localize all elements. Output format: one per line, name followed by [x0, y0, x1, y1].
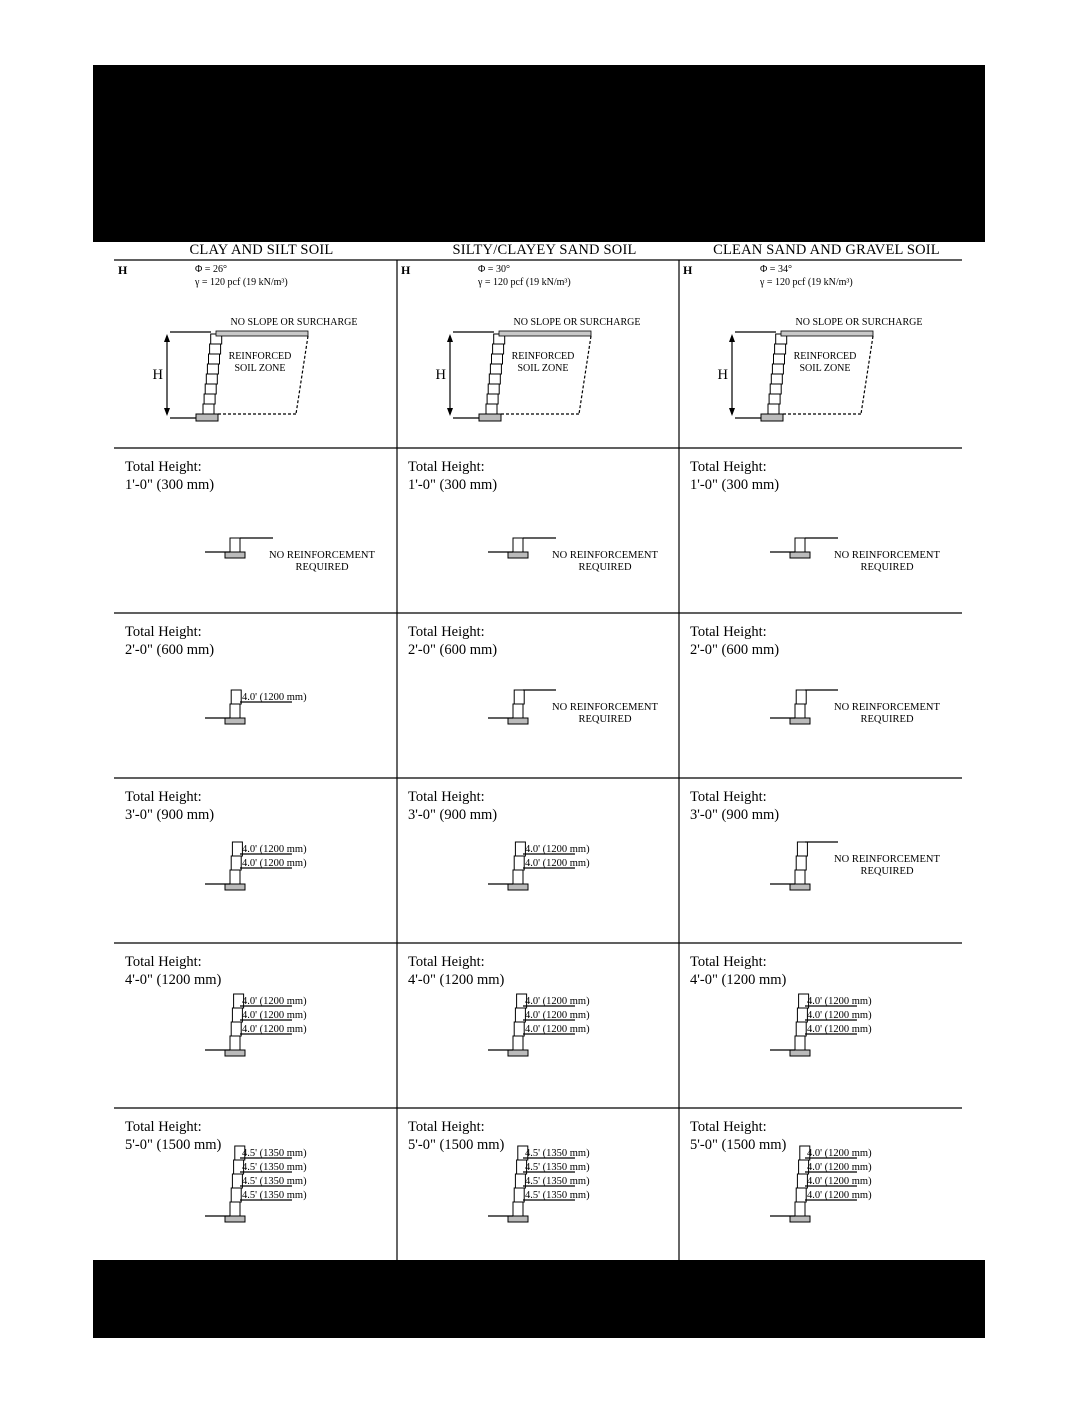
total-height-label: Total Height:: [125, 459, 202, 475]
total-height-value: 3'-0" (900 mm): [125, 807, 215, 823]
geogrid-length: 4.0' (1200 mm): [525, 858, 590, 869]
friction-angle: Φ = 30°: [478, 264, 510, 275]
no-reinforcement-note: REQUIRED: [578, 562, 632, 573]
friction-angle: Φ = 26°: [195, 264, 227, 275]
total-height-label: Total Height:: [125, 1119, 202, 1135]
total-height-label: Total Height:: [408, 954, 485, 970]
column-header: SILTY/CLAYEY SAND SOIL: [452, 242, 637, 258]
zone-boundary: [296, 336, 308, 414]
wall-block: [796, 1022, 806, 1036]
wall-block: [487, 394, 498, 404]
geogrid-length: 4.0' (1200 mm): [807, 1176, 872, 1187]
zone-label: REINFORCED: [511, 351, 575, 362]
corner-label: H: [401, 263, 411, 277]
wall-block: [204, 394, 215, 404]
dim-label: H: [435, 367, 446, 383]
wall-block: [490, 364, 501, 374]
geogrid-length: 4.0' (1200 mm): [525, 1024, 590, 1035]
arrow-head: [164, 408, 170, 416]
wall-footing: [508, 1050, 528, 1056]
wall-block: [795, 538, 805, 552]
geogrid-length: 4.0' (1200 mm): [525, 844, 590, 855]
wall-footing: [508, 1216, 528, 1222]
zone-boundary: [579, 336, 591, 414]
no-reinforcement-note: NO REINFORCEMENT: [552, 550, 658, 561]
wall-block: [796, 690, 806, 704]
geogrid-length: 4.0' (1200 mm): [807, 1010, 872, 1021]
column-header: CLEAN SAND AND GRAVEL SOIL: [713, 242, 940, 258]
geogrid-length: 4.0' (1200 mm): [242, 844, 307, 855]
total-height-label: Total Height:: [408, 789, 485, 805]
geogrid-length: 4.5' (1350 mm): [242, 1148, 307, 1159]
slope-note: NO SLOPE OR SURCHARGE: [230, 317, 358, 328]
total-height-value: 2'-0" (600 mm): [408, 642, 498, 658]
wall-block: [231, 856, 241, 870]
slope-note: NO SLOPE OR SURCHARGE: [795, 317, 923, 328]
total-height-value: 1'-0" (300 mm): [690, 477, 780, 493]
wall-block: [230, 1036, 240, 1050]
wall-footing: [508, 552, 528, 558]
wall-block: [231, 690, 241, 704]
geogrid-length: 4.0' (1200 mm): [242, 996, 307, 1007]
slope-note: NO SLOPE OR SURCHARGE: [513, 317, 641, 328]
wall-block: [514, 1188, 524, 1202]
wall-block: [769, 394, 780, 404]
wall-block: [230, 870, 240, 884]
zone-boundary: [861, 336, 873, 414]
wall-block: [230, 704, 240, 718]
wall-block: [206, 374, 217, 384]
wall-footing: [508, 718, 528, 724]
wall-footing: [508, 884, 528, 890]
total-height-value: 3'-0" (900 mm): [690, 807, 780, 823]
geogrid-length: 4.5' (1350 mm): [525, 1148, 590, 1159]
total-height-value: 2'-0" (600 mm): [125, 642, 215, 658]
backfill-surface: [216, 331, 308, 336]
wall-block: [795, 704, 805, 718]
total-height-label: Total Height:: [125, 789, 202, 805]
geogrid-length: 4.0' (1200 mm): [807, 996, 872, 1007]
wall-footing: [790, 884, 810, 890]
wall-block: [489, 374, 500, 384]
no-reinforcement-note: NO REINFORCEMENT: [834, 550, 940, 561]
zone-label: SOIL ZONE: [799, 363, 851, 374]
total-height-value: 5'-0" (1500 mm): [408, 1137, 505, 1153]
arrow-head: [729, 334, 735, 342]
unit-weight: γ = 120 pcf (19 kN/m³): [478, 277, 571, 288]
wall-footing: [790, 1216, 810, 1222]
geogrid-length: 4.0' (1200 mm): [242, 692, 307, 703]
wall-block: [797, 842, 807, 856]
geogrid-length: 4.5' (1350 mm): [525, 1190, 590, 1201]
wall-block: [230, 1202, 240, 1216]
total-height-label: Total Height:: [125, 954, 202, 970]
zone-label: REINFORCED: [228, 351, 292, 362]
wall-block: [207, 364, 218, 374]
wall-block: [513, 1202, 523, 1216]
dim-label: H: [717, 367, 728, 383]
wall-block: [231, 1188, 241, 1202]
wall-block: [514, 856, 524, 870]
geogrid-length: 4.0' (1200 mm): [807, 1024, 872, 1035]
corner-label: H: [118, 263, 128, 277]
total-height-value: 3'-0" (900 mm): [408, 807, 498, 823]
wall-block: [205, 384, 216, 394]
wall-block: [513, 538, 523, 552]
zone-label: SOIL ZONE: [234, 363, 286, 374]
backfill-surface: [499, 331, 591, 336]
wall-block: [486, 404, 497, 414]
geogrid-length: 4.0' (1200 mm): [525, 996, 590, 1007]
friction-angle: Φ = 34°: [760, 264, 792, 275]
total-height-value: 4'-0" (1200 mm): [408, 972, 505, 988]
wall-block: [230, 538, 240, 552]
wall-block: [203, 404, 214, 414]
total-height-label: Total Height:: [408, 624, 485, 640]
wall-block: [795, 1036, 805, 1050]
wall-block: [775, 344, 786, 354]
zone-label: SOIL ZONE: [517, 363, 569, 374]
geogrid-length: 4.5' (1350 mm): [242, 1190, 307, 1201]
wall-footing: [225, 552, 245, 558]
total-height-value: 1'-0" (300 mm): [125, 477, 215, 493]
wall-footing: [790, 552, 810, 558]
wall-block: [209, 354, 220, 364]
arrow-head: [447, 408, 453, 416]
geogrid-length: 4.5' (1350 mm): [242, 1176, 307, 1187]
wall-footing: [761, 414, 783, 421]
unit-weight: γ = 120 pcf (19 kN/m³): [760, 277, 853, 288]
geogrid-length: 4.5' (1350 mm): [242, 1162, 307, 1173]
wall-footing: [225, 884, 245, 890]
wall-block: [210, 344, 221, 354]
wall-block: [772, 364, 783, 374]
total-height-value: 5'-0" (1500 mm): [690, 1137, 787, 1153]
wall-footing: [790, 718, 810, 724]
geogrid-length: 4.5' (1350 mm): [525, 1176, 590, 1187]
wall-block: [492, 354, 503, 364]
total-height-value: 1'-0" (300 mm): [408, 477, 498, 493]
total-height-label: Total Height:: [408, 1119, 485, 1135]
wall-block: [771, 374, 782, 384]
wall-block: [795, 1202, 805, 1216]
arrow-head: [447, 334, 453, 342]
no-reinforcement-note: REQUIRED: [860, 866, 914, 877]
total-height-label: Total Height:: [408, 459, 485, 475]
wall-block: [513, 870, 523, 884]
wall-footing: [225, 1216, 245, 1222]
wall-block: [514, 690, 524, 704]
geogrid-length: 4.0' (1200 mm): [242, 1010, 307, 1021]
wall-block: [795, 870, 805, 884]
wall-block: [513, 1036, 523, 1050]
no-reinforcement-note: NO REINFORCEMENT: [834, 854, 940, 865]
wall-footing: [790, 1050, 810, 1056]
no-reinforcement-note: REQUIRED: [860, 714, 914, 725]
no-reinforcement-note: NO REINFORCEMENT: [552, 702, 658, 713]
geogrid-length: 4.0' (1200 mm): [242, 858, 307, 869]
wall-block: [488, 384, 499, 394]
footer-bar: [93, 1260, 985, 1338]
no-reinforcement-note: NO REINFORCEMENT: [269, 550, 375, 561]
total-height-value: 4'-0" (1200 mm): [690, 972, 787, 988]
wall-block: [231, 1022, 241, 1036]
total-height-label: Total Height:: [690, 1119, 767, 1135]
wall-block: [770, 384, 781, 394]
wall-block: [796, 856, 806, 870]
wall-footing: [225, 718, 245, 724]
no-reinforcement-note: REQUIRED: [295, 562, 349, 573]
column-header: CLAY AND SILT SOIL: [189, 242, 334, 258]
no-reinforcement-note: REQUIRED: [578, 714, 632, 725]
wall-block: [513, 704, 523, 718]
geogrid-length: 4.0' (1200 mm): [525, 1010, 590, 1021]
wall-block: [493, 344, 504, 354]
no-reinforcement-note: NO REINFORCEMENT: [834, 702, 940, 713]
total-height-label: Total Height:: [690, 789, 767, 805]
backfill-surface: [781, 331, 873, 336]
dim-label: H: [152, 367, 163, 383]
arrow-head: [729, 408, 735, 416]
corner-label: H: [683, 263, 693, 277]
wall-footing: [479, 414, 501, 421]
total-height-value: 5'-0" (1500 mm): [125, 1137, 222, 1153]
total-height-label: Total Height:: [690, 459, 767, 475]
arrow-head: [164, 334, 170, 342]
geogrid-length: 4.0' (1200 mm): [807, 1162, 872, 1173]
unit-weight: γ = 120 pcf (19 kN/m³): [195, 277, 288, 288]
geogrid-length: 4.5' (1350 mm): [525, 1162, 590, 1173]
total-height-label: Total Height:: [690, 954, 767, 970]
total-height-value: 2'-0" (600 mm): [690, 642, 780, 658]
wall-block: [796, 1188, 806, 1202]
total-height-value: 4'-0" (1200 mm): [125, 972, 222, 988]
no-reinforcement-note: REQUIRED: [860, 562, 914, 573]
wall-block: [768, 404, 779, 414]
zone-label: REINFORCED: [793, 351, 857, 362]
wall-footing: [196, 414, 218, 421]
wall-block: [774, 354, 785, 364]
geogrid-length: 4.0' (1200 mm): [807, 1190, 872, 1201]
total-height-label: Total Height:: [690, 624, 767, 640]
geogrid-length: 4.0' (1200 mm): [807, 1148, 872, 1159]
geogrid-length: 4.0' (1200 mm): [242, 1024, 307, 1035]
wall-footing: [225, 1050, 245, 1056]
total-height-label: Total Height:: [125, 624, 202, 640]
wall-block: [514, 1022, 524, 1036]
